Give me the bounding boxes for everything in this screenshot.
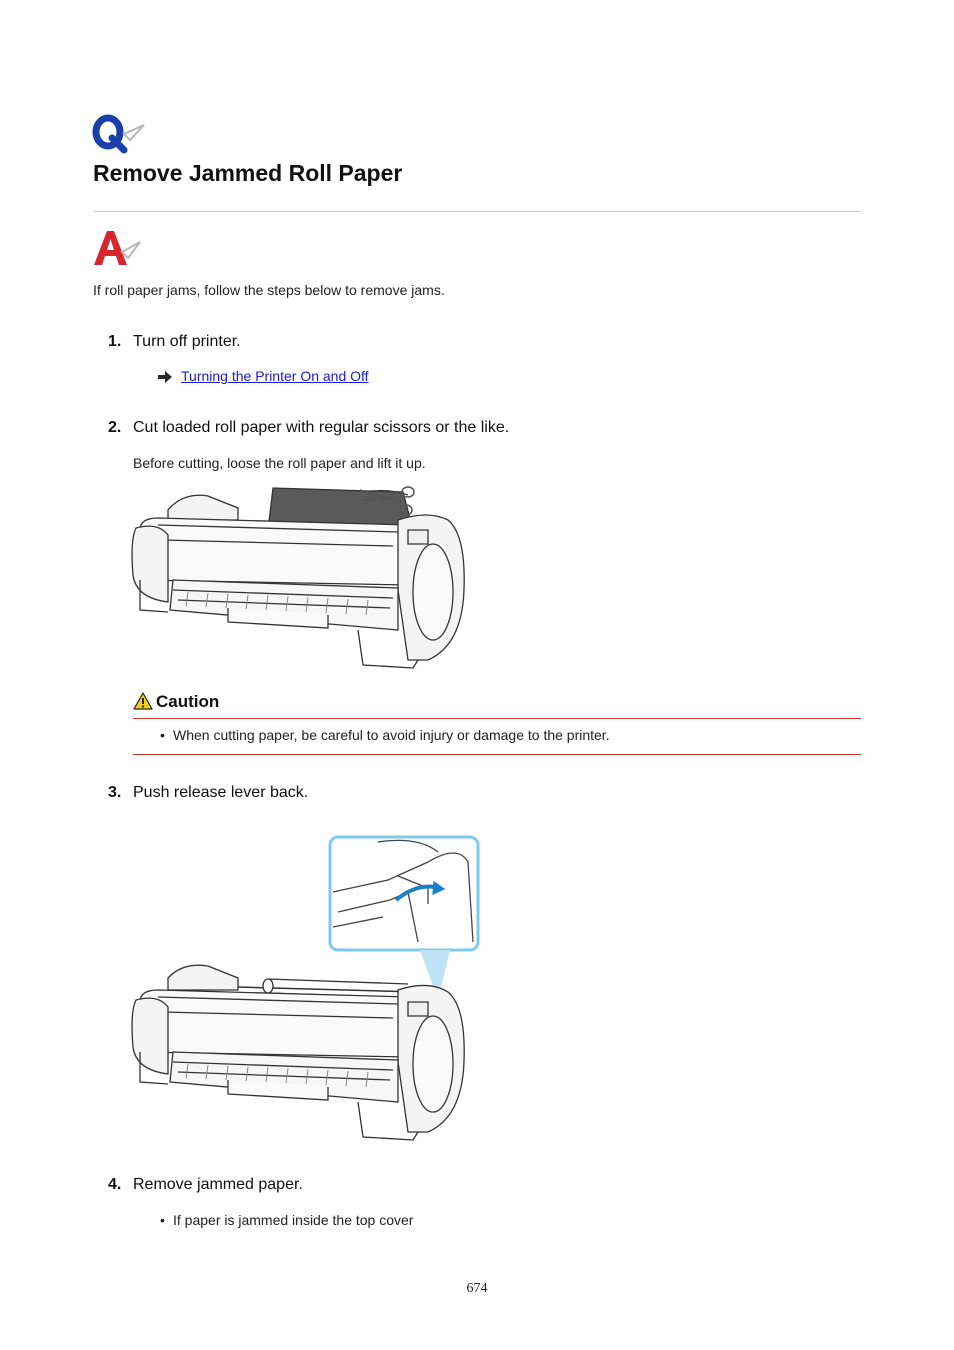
page-number: 674 (466, 1281, 488, 1296)
step-2-number: 2. (108, 419, 122, 436)
caution-top-rule (133, 718, 861, 719)
intro-text: If roll paper jams, follow the steps below to remove jams. (93, 282, 445, 298)
step-1-text: Turn off printer. (133, 333, 241, 350)
warning-triangle-icon (133, 692, 153, 710)
step-4-number: 4. (108, 1176, 122, 1193)
printer-cutting-roll-paper-illustration (128, 480, 473, 675)
step-1-number: 1. (108, 333, 122, 350)
printer-release-lever-illustration (128, 832, 488, 1144)
title-divider (93, 211, 861, 212)
step-2-text: Cut loaded roll paper with regular scissors or the like. (133, 419, 510, 436)
turning-printer-on-off-link[interactable]: Turning the Printer On and Off (181, 368, 369, 384)
page-title: Remove Jammed Roll Paper (93, 160, 403, 186)
q-letter-icon (92, 112, 152, 154)
bullet-marker: • (160, 727, 165, 743)
caution-title: Caution (156, 692, 220, 711)
right-arrow-icon (157, 370, 173, 384)
step-4-bullet: If paper is jammed inside the top cover (173, 1212, 414, 1228)
step-4-text: Remove jammed paper. (133, 1176, 303, 1193)
a-letter-icon (92, 228, 144, 268)
caution-item: When cutting paper, be careful to avoid injury or damage to the printer. (173, 727, 610, 743)
caution-bottom-rule (133, 754, 861, 755)
step-3-text: Push release lever back. (133, 784, 309, 801)
bullet-marker: • (160, 1212, 165, 1228)
step-3-number: 3. (108, 784, 122, 801)
step-2-note: Before cutting, loose the roll paper and lift it up. (133, 455, 426, 471)
